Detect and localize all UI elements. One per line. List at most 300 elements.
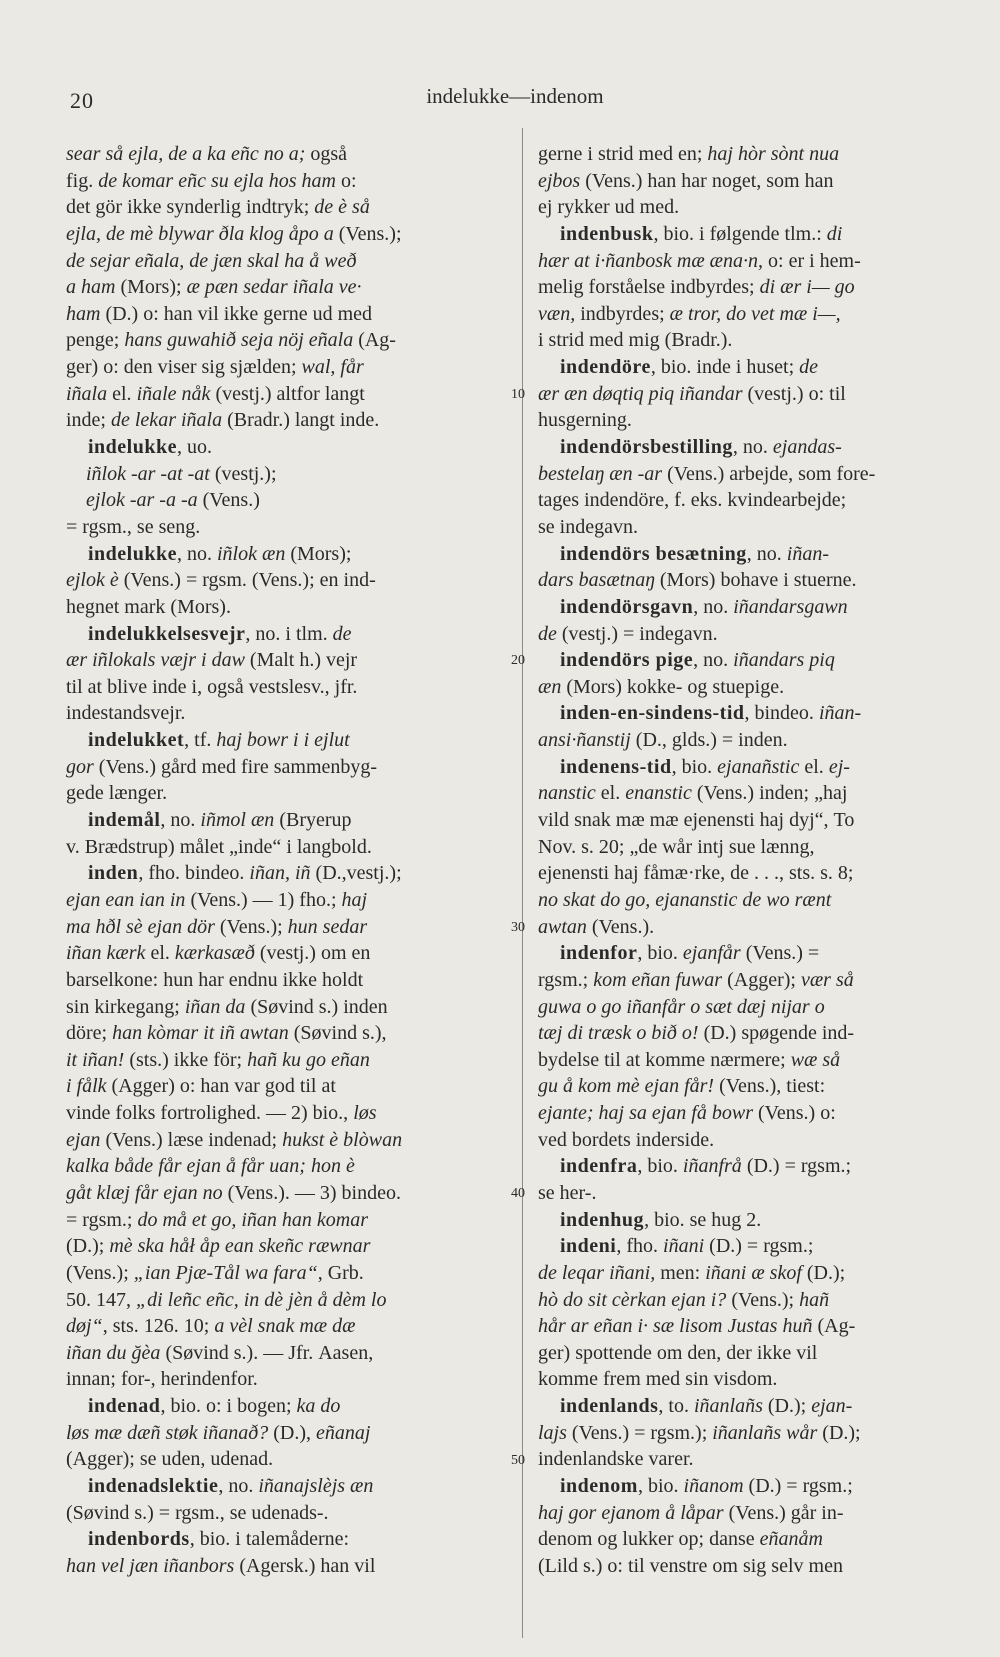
text-line bbox=[538, 1340, 974, 1367]
text-segment: gu å kom mè ejan får! bbox=[538, 1075, 715, 1098]
text-segment: , fho. bindeo. bbox=[138, 862, 250, 885]
text-line bbox=[66, 1153, 512, 1180]
text-line bbox=[66, 727, 512, 754]
text-line bbox=[66, 301, 512, 328]
text-segment: eñanaj bbox=[316, 1421, 371, 1444]
text-segment: nanstic bbox=[538, 782, 596, 805]
text-line bbox=[66, 381, 512, 408]
text-segment: (D.) = rgsm.; bbox=[743, 1475, 853, 1498]
text-line bbox=[66, 514, 512, 541]
headword: indendörs pige bbox=[538, 649, 694, 672]
text-segment: ej rykker ud med. bbox=[538, 196, 680, 219]
text-segment: (Agger); se uden, udenad. bbox=[66, 1448, 274, 1471]
text-segment: , no. bbox=[176, 542, 217, 565]
text-segment: æn bbox=[538, 675, 562, 698]
text-line bbox=[538, 514, 974, 541]
text-segment: vinde folks fortrolighed. — 2) bio., bbox=[66, 1102, 354, 1125]
text-segment: iñlok -ar -at -at bbox=[66, 462, 210, 485]
text-segment: iñani æ skof bbox=[705, 1261, 802, 1284]
text-line bbox=[66, 1526, 512, 1553]
text-segment: hegnet mark (Mors). bbox=[66, 595, 231, 618]
text-segment: ejbos bbox=[538, 169, 581, 192]
text-segment: eñanåm bbox=[759, 1528, 823, 1551]
text-segment: æ tror, do vet mæ i—, bbox=[669, 302, 841, 325]
headword: indeni bbox=[538, 1235, 617, 1258]
text-line bbox=[538, 1393, 974, 1420]
text-segment: iñan da bbox=[184, 995, 246, 1018]
text-line bbox=[66, 1207, 512, 1234]
text-line bbox=[66, 1393, 512, 1420]
text-segment: ham bbox=[66, 302, 101, 325]
text-segment: iñmol æn bbox=[200, 809, 275, 832]
text-segment: döre; bbox=[66, 1022, 113, 1045]
text-segment: , bio. inde i huset; bbox=[650, 356, 800, 379]
text-segment: (Vens.) gård med fire sammenbyg- bbox=[93, 755, 378, 778]
text-line bbox=[538, 727, 974, 754]
text-segment: vær så bbox=[800, 968, 854, 991]
text-segment: di bbox=[826, 222, 843, 245]
text-line bbox=[66, 1260, 512, 1287]
text-segment: (D.), bbox=[268, 1421, 317, 1444]
text-segment: penge; bbox=[66, 329, 125, 352]
text-segment: (Vens.) bbox=[197, 489, 260, 512]
headword: indenfor bbox=[538, 942, 638, 965]
text-segment: (Agersk.) han vil bbox=[234, 1554, 376, 1577]
text-segment: også bbox=[305, 143, 348, 165]
text-segment: de è så bbox=[314, 196, 370, 219]
text-segment: (vestj.); bbox=[209, 462, 277, 485]
text-segment: bydelse til at komme nærmere; bbox=[538, 1048, 791, 1071]
text-line bbox=[538, 621, 974, 648]
text-line bbox=[66, 594, 512, 621]
column-divider bbox=[522, 128, 523, 1638]
text-line bbox=[538, 274, 974, 301]
text-segment: (Bryerup bbox=[274, 809, 352, 832]
text-line bbox=[66, 541, 512, 568]
text-segment: ej- bbox=[828, 755, 850, 778]
text-segment: iñan, iñ bbox=[249, 862, 311, 885]
text-line bbox=[66, 967, 512, 994]
text-segment: (Ag- bbox=[812, 1315, 856, 1338]
text-segment: (Vens.) læse indenad; bbox=[100, 1128, 283, 1151]
text-segment: (Vens.) går in- bbox=[723, 1501, 844, 1524]
text-line bbox=[538, 860, 974, 887]
text-line bbox=[66, 1180, 512, 1207]
text-line bbox=[66, 647, 512, 674]
text-segment: (D.) o: han vil ikke gerne ud med bbox=[100, 302, 373, 325]
text-segment: el. bbox=[107, 382, 137, 405]
text-segment: ejante; haj sa ejan få bowr bbox=[538, 1102, 753, 1125]
text-segment: „ian Pjæ-Tål wa fara“ bbox=[133, 1261, 318, 1284]
text-segment: kom eñan fuwar bbox=[593, 968, 723, 991]
text-segment: innan; for-, herindenfor. bbox=[66, 1368, 258, 1391]
headword: indendörsgavn bbox=[538, 595, 694, 618]
text-segment: iñanom bbox=[683, 1475, 744, 1498]
headword: indelukkelsesvejr bbox=[66, 622, 246, 645]
text-segment: iñan- bbox=[786, 542, 829, 565]
text-segment: de leqar iñani, bbox=[538, 1261, 656, 1284]
text-line bbox=[538, 1420, 974, 1447]
text-line bbox=[66, 1313, 512, 1340]
text-segment: , no. bbox=[693, 649, 734, 672]
text-segment: , bio. bbox=[637, 942, 683, 965]
text-segment: , Grb. bbox=[317, 1261, 364, 1284]
text-segment: it iñan! bbox=[66, 1048, 125, 1071]
text-line bbox=[66, 1047, 512, 1074]
text-segment: guwa o go iñanfår o sæt dæj nijar o bbox=[538, 995, 825, 1018]
text-line bbox=[538, 887, 974, 914]
text-segment: (D.,vestj.); bbox=[310, 862, 402, 885]
text-segment: (Vens.) o: bbox=[752, 1102, 836, 1125]
text-line bbox=[538, 1553, 974, 1580]
line-number: 10 bbox=[511, 386, 525, 402]
text-segment: ejanfår bbox=[682, 942, 741, 965]
text-segment: (Vens.), tiest: bbox=[714, 1075, 826, 1098]
headword: inden-en-sindens-tid bbox=[538, 702, 745, 725]
text-line bbox=[538, 381, 974, 408]
text-segment: hò do sit cèrkan ejan i? bbox=[538, 1288, 727, 1311]
text-line bbox=[538, 834, 974, 861]
text-segment: (vestj.) om en bbox=[254, 942, 371, 965]
text-segment: (vestj.) altfor langt bbox=[210, 382, 365, 405]
text-segment: døj“ bbox=[66, 1315, 103, 1338]
headword: indelukket bbox=[66, 729, 185, 752]
text-segment: hañ ku go eñan bbox=[247, 1048, 370, 1071]
text-line bbox=[66, 354, 512, 381]
text-segment: iñanfrå bbox=[682, 1155, 742, 1178]
text-segment: o: er i hem- bbox=[763, 249, 861, 272]
text-segment: el. bbox=[145, 942, 175, 965]
text-line bbox=[66, 1073, 512, 1100]
text-segment: a vèl snak mæ dæ bbox=[214, 1315, 356, 1338]
text-segment: , fho. bbox=[616, 1235, 664, 1258]
text-segment: iñandars piq bbox=[733, 649, 835, 672]
text-line bbox=[66, 621, 512, 648]
text-segment: iñan- bbox=[818, 702, 862, 725]
text-segment: gede længer. bbox=[66, 782, 168, 805]
text-line bbox=[538, 1287, 974, 1314]
text-segment: v. Brædstrup) målet „inde“ i langbold. bbox=[66, 835, 372, 858]
text-segment: (Vens.) han har noget, som han bbox=[580, 169, 834, 192]
text-segment: de sejar eñala, de jæn skal ha å weð bbox=[66, 249, 357, 272]
text-segment: bestelaŋ æn -ar bbox=[538, 462, 663, 485]
text-line bbox=[538, 541, 974, 568]
text-segment: (sts.) ikke för; bbox=[124, 1048, 248, 1071]
text-segment: de bbox=[538, 622, 557, 645]
text-segment: iñlok æn bbox=[216, 542, 286, 565]
text-segment: , bio. o: i bogen; bbox=[160, 1395, 297, 1418]
text-segment: kærkasæð bbox=[174, 942, 255, 965]
line-number: 40 bbox=[511, 1186, 525, 1202]
text-segment: , bindeo. bbox=[744, 702, 819, 725]
text-segment: hår ar eñan i· sæ lisom Justas huñ bbox=[538, 1315, 813, 1338]
text-line bbox=[66, 1287, 512, 1314]
text-segment: hær at i·ñanbosk mæ æna·n, bbox=[538, 249, 764, 272]
text-segment: (Vens.); bbox=[726, 1288, 800, 1311]
text-segment: (D.); bbox=[66, 1235, 110, 1258]
text-line bbox=[66, 434, 512, 461]
text-line bbox=[538, 754, 974, 781]
text-line bbox=[538, 434, 974, 461]
text-line bbox=[66, 754, 512, 781]
text-segment: (Mors); bbox=[115, 276, 187, 299]
text-segment: (Agger); bbox=[722, 968, 801, 991]
text-segment: hun sedar bbox=[287, 915, 368, 938]
text-segment: inde; bbox=[66, 409, 111, 432]
text-segment: husgerning. bbox=[538, 409, 632, 432]
text-segment: (Søvind s.). — Jfr. Aasen, bbox=[160, 1341, 374, 1364]
text-segment: (Bradr.) langt inde. bbox=[222, 409, 380, 432]
text-segment: , to. bbox=[658, 1395, 694, 1418]
text-segment: (D., glds.) = inden. bbox=[630, 729, 788, 752]
text-segment: gerne i strid med en; bbox=[538, 143, 708, 165]
text-line bbox=[538, 1207, 974, 1234]
text-line bbox=[538, 327, 974, 354]
text-segment: ær æn døqtiq piq iñandar bbox=[538, 382, 743, 405]
text-segment: løs mæ dæñ støk iñanað? bbox=[66, 1421, 269, 1444]
line-number: 30 bbox=[511, 919, 525, 935]
text-line bbox=[538, 1100, 974, 1127]
text-segment: iñandarsgawn bbox=[733, 595, 848, 618]
text-line bbox=[66, 567, 512, 594]
text-line bbox=[66, 461, 512, 488]
text-line bbox=[538, 248, 974, 275]
text-segment: ansi·ñanstij bbox=[538, 729, 631, 752]
text-line bbox=[538, 354, 974, 381]
text-segment: o: bbox=[335, 169, 357, 192]
text-segment: (Vens.); bbox=[66, 1261, 134, 1284]
text-segment: fig. bbox=[66, 169, 99, 192]
text-line bbox=[538, 1020, 974, 1047]
text-segment: indbyrdes; bbox=[575, 302, 670, 325]
headword: indelukke bbox=[66, 542, 177, 565]
text-segment: løs bbox=[353, 1102, 377, 1125]
text-segment: han kòmar it iñ awtan bbox=[112, 1022, 289, 1045]
text-segment: (Vens.) inden; „haj bbox=[691, 782, 848, 805]
text-line bbox=[66, 487, 512, 514]
page-number: 20 bbox=[70, 88, 94, 113]
text-segment: do må et go, iñan han komar bbox=[137, 1208, 369, 1231]
text-line bbox=[66, 780, 512, 807]
text-segment: rgsm.; bbox=[538, 968, 594, 991]
text-segment: iñale nåk bbox=[136, 382, 211, 405]
text-line bbox=[538, 221, 974, 248]
text-segment: se indegavn. bbox=[538, 515, 638, 538]
text-segment: , no. bbox=[218, 1475, 259, 1498]
text-segment: (vestj.) o: til bbox=[742, 382, 846, 405]
headword: indenlands bbox=[538, 1395, 659, 1418]
text-segment: iñan kærk bbox=[66, 942, 146, 965]
text-line bbox=[538, 647, 974, 674]
text-segment: (Malt h.) vejr bbox=[244, 649, 358, 672]
text-segment: (Agger) o: han var god til at bbox=[106, 1075, 336, 1098]
text-line bbox=[66, 1500, 512, 1527]
text-line bbox=[66, 994, 512, 1021]
text-segment: ejlok è bbox=[66, 569, 119, 592]
text-segment: iñanajslèjs æn bbox=[258, 1475, 374, 1498]
text-line bbox=[538, 1366, 974, 1393]
right-column bbox=[538, 141, 974, 1580]
text-segment: , tf. bbox=[184, 729, 217, 752]
text-segment: tages indendöre, f. eks. kvindearbejde; bbox=[538, 489, 847, 512]
text-segment: (Ag- bbox=[353, 329, 396, 352]
text-line bbox=[538, 1127, 974, 1154]
line-number: 20 bbox=[511, 653, 525, 669]
text-line bbox=[66, 700, 512, 727]
text-segment: awtan bbox=[538, 915, 587, 938]
text-segment: = rgsm., se seng. bbox=[66, 515, 201, 538]
text-line bbox=[538, 487, 974, 514]
text-segment: væn, bbox=[538, 302, 576, 325]
text-segment: de bbox=[332, 622, 352, 645]
text-line bbox=[538, 674, 974, 701]
text-line bbox=[538, 1473, 974, 1500]
text-segment: i fålk bbox=[66, 1075, 107, 1098]
text-segment: ejan- bbox=[811, 1395, 853, 1418]
text-segment: no skat do go, ejananstic de wo rænt bbox=[538, 888, 832, 911]
text-line bbox=[538, 967, 974, 994]
text-segment: det gör ikke synderlig indtryk; bbox=[66, 196, 315, 219]
text-segment: iñani bbox=[663, 1235, 705, 1258]
text-line bbox=[66, 407, 512, 434]
text-segment: kalka både får ejan å får uan; hon è bbox=[66, 1155, 355, 1178]
text-segment: lajs bbox=[538, 1421, 567, 1444]
text-segment: iñanlañs bbox=[693, 1395, 763, 1418]
text-segment: (D.); bbox=[762, 1395, 812, 1418]
text-line bbox=[538, 141, 974, 168]
text-segment: (D.) = rgsm.; bbox=[741, 1155, 852, 1178]
text-segment: dars basætnaŋ bbox=[538, 569, 655, 592]
text-segment: ka do bbox=[296, 1395, 341, 1418]
text-segment: ejlok -ar -a -a bbox=[66, 489, 198, 512]
text-segment: melig forståelse indbyrdes; bbox=[538, 276, 760, 299]
text-segment: til at blive inde i, også vestslesv., jfr. bbox=[66, 675, 358, 698]
text-segment: tæj di træsk o bið o! bbox=[538, 1022, 699, 1045]
text-segment: „di leñc eñc, in dè jèn å dèm lo bbox=[136, 1288, 387, 1311]
text-line bbox=[538, 1047, 974, 1074]
headword: indenbusk bbox=[538, 222, 654, 245]
text-line bbox=[538, 1526, 974, 1553]
text-segment: (D.); bbox=[801, 1261, 846, 1284]
text-segment: ejan bbox=[66, 1128, 101, 1151]
text-line bbox=[538, 567, 974, 594]
text-line bbox=[538, 700, 974, 727]
text-segment: (Vens.). bbox=[586, 915, 655, 938]
headword: indelukke bbox=[66, 436, 177, 459]
text-line bbox=[66, 860, 512, 887]
text-segment: (Vens.); bbox=[214, 915, 288, 938]
headword: indenbords bbox=[66, 1528, 190, 1551]
text-line bbox=[66, 248, 512, 275]
text-line bbox=[66, 1127, 512, 1154]
text-segment: , no. bbox=[746, 542, 787, 565]
text-segment: i strid med mig (Bradr.). bbox=[538, 329, 733, 352]
text-line bbox=[538, 994, 974, 1021]
text-segment: (Søvind s.) = rgsm., se udenads-. bbox=[66, 1501, 329, 1524]
text-line bbox=[538, 1153, 974, 1180]
text-segment: = rgsm.; bbox=[66, 1208, 138, 1231]
text-segment: de lekar iñala bbox=[111, 409, 223, 432]
text-line bbox=[66, 1233, 512, 1260]
text-segment: (Vens.) arbejde, som fore- bbox=[662, 462, 876, 485]
text-line bbox=[538, 407, 974, 434]
text-segment: di ær i— go bbox=[759, 276, 855, 299]
headword: indendörsbestilling bbox=[538, 436, 733, 459]
text-line bbox=[66, 1366, 512, 1393]
text-segment: (Vens.). — 3) bindeo. bbox=[222, 1181, 401, 1204]
headword: indenens-tid bbox=[538, 755, 672, 778]
text-line bbox=[66, 274, 512, 301]
text-segment: , bio. i talemåderne: bbox=[189, 1528, 350, 1551]
text-segment: , no. bbox=[732, 436, 773, 459]
line-number: 50 bbox=[511, 1452, 525, 1468]
text-line bbox=[538, 1233, 974, 1260]
text-segment: (Vens.) = rgsm. (Vens.); en ind- bbox=[118, 569, 376, 592]
text-segment: , bio. bbox=[637, 1475, 684, 1498]
headword: indemål bbox=[66, 809, 161, 832]
text-line bbox=[66, 1340, 512, 1367]
text-segment: el. bbox=[799, 755, 829, 778]
text-segment: vild snak mæ mæ ejenensti haj dyj“, To bbox=[538, 809, 855, 832]
text-segment: ejla, de mè blywar ðla klog åpo a bbox=[66, 222, 334, 245]
text-segment: , no. i tlm. bbox=[245, 622, 333, 645]
text-segment: wæ så bbox=[790, 1048, 841, 1071]
left-column bbox=[66, 141, 512, 1580]
text-line bbox=[538, 301, 974, 328]
text-line bbox=[538, 807, 974, 834]
text-segment: ved bordets inderside. bbox=[538, 1128, 715, 1151]
text-segment: ejanañstic bbox=[717, 755, 800, 778]
text-line bbox=[66, 1020, 512, 1047]
text-line bbox=[66, 1446, 512, 1473]
text-segment: haj gor ejanom å låpar bbox=[538, 1501, 724, 1524]
text-line bbox=[538, 1260, 974, 1287]
text-segment: (Lild s.) o: til venstre om sig selv men bbox=[538, 1554, 843, 1577]
text-segment: , sts. 126. 10; bbox=[102, 1315, 215, 1338]
text-segment: a ham bbox=[66, 276, 116, 299]
text-segment: haj hòr sònt nua bbox=[707, 143, 840, 165]
text-segment: (D.); bbox=[817, 1421, 861, 1444]
text-segment: ejandas- bbox=[772, 436, 842, 459]
text-segment: ger) o: den viser sig sjælden; bbox=[66, 356, 302, 379]
text-line bbox=[66, 1420, 512, 1447]
text-segment: indenlandske varer. bbox=[538, 1448, 694, 1471]
headword: inden bbox=[66, 862, 139, 885]
text-line bbox=[538, 1180, 974, 1207]
headword: indendörs besætning bbox=[538, 542, 747, 565]
text-segment: ger) spottende om den, der ikke vil bbox=[538, 1341, 818, 1364]
text-line bbox=[66, 807, 512, 834]
text-segment: , bio. se hug 2. bbox=[644, 1208, 762, 1231]
text-segment: ejenensti haj fåmæ·rke, de . . ., sts. s. 8; bbox=[538, 862, 854, 885]
text-segment: han vel jæn iñanbors bbox=[66, 1554, 235, 1577]
text-line bbox=[66, 168, 512, 195]
text-line bbox=[66, 834, 512, 861]
text-segment: haj bbox=[341, 888, 368, 911]
text-segment: (Mors) kokke- og stuepige. bbox=[561, 675, 785, 698]
headword: indenhug bbox=[538, 1208, 645, 1231]
text-line bbox=[66, 1553, 512, 1580]
text-line bbox=[66, 887, 512, 914]
running-title: indelukke—indenom bbox=[426, 84, 604, 108]
text-segment: komme frem med sin visdom. bbox=[538, 1368, 778, 1391]
text-segment: men: bbox=[655, 1261, 706, 1284]
text-segment: iñanlañs wår bbox=[712, 1421, 818, 1444]
text-segment: haj bowr i i ejlut bbox=[216, 729, 350, 752]
text-line bbox=[538, 1313, 974, 1340]
text-segment: iñala bbox=[66, 382, 108, 405]
text-segment: , no. bbox=[693, 595, 734, 618]
